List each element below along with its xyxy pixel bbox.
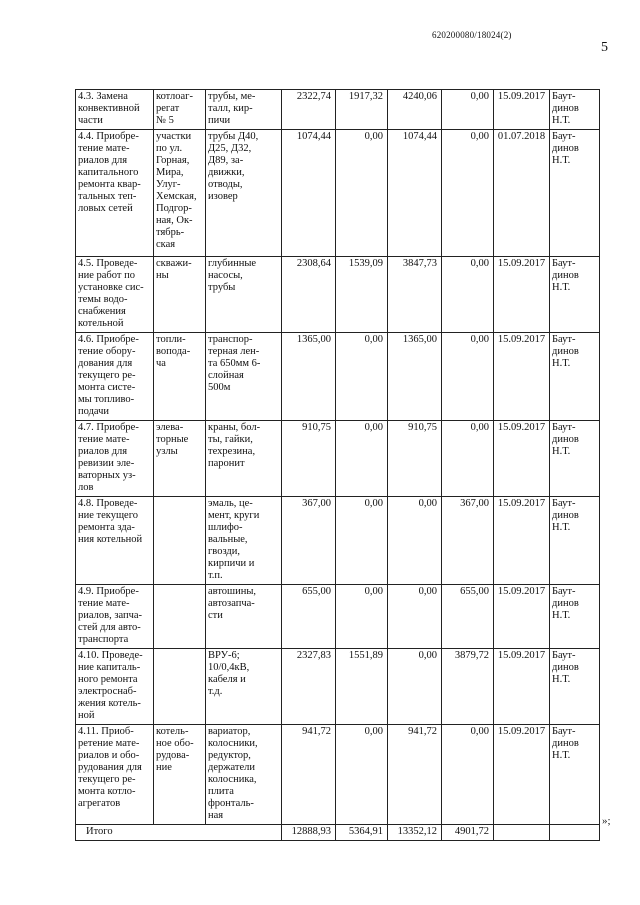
value-3-cell: 3847,73 xyxy=(388,257,442,333)
value-2-cell: 0,00 xyxy=(336,421,388,497)
item-cell: 4.4. Приобре- тение мате- риалов для капитального ремонта квар- тальных теп- ловых сетей xyxy=(76,130,154,257)
page-number: 5 xyxy=(601,40,608,55)
value-1-cell: 2327,83 xyxy=(282,649,336,725)
date-empty-cell xyxy=(494,825,550,841)
date-cell: 15.09.2017 xyxy=(494,497,550,585)
total-row xyxy=(76,825,600,841)
value-3-cell: 0,00 xyxy=(388,649,442,725)
materials-cell: краны, бол- ты, гайки, техрезина, паронит xyxy=(206,421,282,497)
value-4-cell: 655,00 xyxy=(442,585,494,649)
item-cell: 4.9. Приобре- тение мате- риалов, запча- стей для авто- транспорта xyxy=(76,585,154,649)
responsible-cell: Баут- динов Н.Т. xyxy=(550,497,600,585)
value-3-cell: 910,75 xyxy=(388,421,442,497)
value-1-cell: 910,75 xyxy=(282,421,336,497)
value-1-cell: 655,00 xyxy=(282,585,336,649)
table-row xyxy=(76,130,600,257)
materials-cell: вариатор, колосники, редуктор, держатели колосника, плита фронталь- ная xyxy=(206,725,282,825)
object-cell: топли- вопода- ча xyxy=(154,333,206,421)
document-code: 620200080/18024(2) xyxy=(432,30,512,40)
total-value-3-cell: 13352,12 xyxy=(388,825,442,841)
responsible-empty-cell xyxy=(550,825,600,841)
value-2-cell: 1551,89 xyxy=(336,649,388,725)
object-cell: элева- торные узлы xyxy=(154,421,206,497)
value-3-cell: 4240,06 xyxy=(388,90,442,130)
total-value-4-cell: 4901,72 xyxy=(442,825,494,841)
object-cell: котлоаг- регат № 5 xyxy=(154,90,206,130)
table-row xyxy=(76,421,600,497)
item-cell: 4.8. Проведе- ние текущего ремонта зда- ния котельной xyxy=(76,497,154,585)
table-row xyxy=(76,649,600,725)
responsible-cell: Баут- динов Н.Т. xyxy=(550,585,600,649)
value-1-cell: 2308,64 xyxy=(282,257,336,333)
object-cell: котель- ное обо- рудова- ние xyxy=(154,725,206,825)
value-2-cell: 1917,32 xyxy=(336,90,388,130)
item-cell: 4.3. Замена конвективной части xyxy=(76,90,154,130)
date-cell: 15.09.2017 xyxy=(494,333,550,421)
materials-cell: трубы Д40, Д25, Д32, Д89, за- движки, отводы, изовер xyxy=(206,130,282,257)
value-2-cell: 0,00 xyxy=(336,585,388,649)
value-4-cell: 0,00 xyxy=(442,130,494,257)
measures-table xyxy=(75,89,600,841)
value-4-cell: 0,00 xyxy=(442,421,494,497)
trailing-mark: »; xyxy=(602,815,611,827)
table-row xyxy=(76,725,600,825)
object-cell xyxy=(154,497,206,585)
table-row xyxy=(76,90,600,130)
responsible-cell: Баут- динов Н.Т. xyxy=(550,649,600,725)
object-cell xyxy=(154,585,206,649)
object-cell: участки по ул. Горная, Мира, Улуг- Хемская, Подгор- ная, Ок- тябрь- ская xyxy=(154,130,206,257)
value-1-cell: 1365,00 xyxy=(282,333,336,421)
value-2-cell: 0,00 xyxy=(336,497,388,585)
value-1-cell: 941,72 xyxy=(282,725,336,825)
materials-cell: глубинные насосы, трубы xyxy=(206,257,282,333)
date-cell: 01.07.2018 xyxy=(494,130,550,257)
table-row xyxy=(76,257,600,333)
value-4-cell: 0,00 xyxy=(442,90,494,130)
value-3-cell: 1365,00 xyxy=(388,333,442,421)
date-cell: 15.09.2017 xyxy=(494,257,550,333)
object-cell xyxy=(154,649,206,725)
value-3-cell: 0,00 xyxy=(388,585,442,649)
date-cell: 15.09.2017 xyxy=(494,585,550,649)
materials-cell: трубы, ме- талл, кир- пичи xyxy=(206,90,282,130)
object-cell: скважи- ны xyxy=(154,257,206,333)
value-2-cell: 0,00 xyxy=(336,725,388,825)
value-3-cell: 0,00 xyxy=(388,497,442,585)
total-value-1-cell: 12888,93 xyxy=(282,825,336,841)
materials-cell: автошины, автозапча- сти xyxy=(206,585,282,649)
materials-cell: транспор- терная лен- та 650мм 6- слойная 500м xyxy=(206,333,282,421)
materials-cell: эмаль, це- мент, круги шлифо- вальные, гвозди, кирпичи и т.п. xyxy=(206,497,282,585)
item-cell: 4.5. Проведе- ние работ по установке сис- темы водо- снабжения котельной xyxy=(76,257,154,333)
responsible-cell: Баут- динов Н.Т. xyxy=(550,130,600,257)
item-cell: 4.10. Проведе- ние капиталь- ного ремонта электроснаб- жения котель- ной xyxy=(76,649,154,725)
value-4-cell: 3879,72 xyxy=(442,649,494,725)
table-row xyxy=(76,585,600,649)
responsible-cell: Баут- динов Н.Т. xyxy=(550,333,600,421)
item-cell: 4.11. Приоб- ретение мате- риалов и обо- рудования для текущего ре- монта котло- агрегатов xyxy=(76,725,154,825)
date-cell: 15.09.2017 xyxy=(494,421,550,497)
total-label: Итого xyxy=(76,825,282,841)
value-1-cell: 2322,74 xyxy=(282,90,336,130)
materials-cell: ВРУ-6; 10/0,4кВ, кабеля и т.д. xyxy=(206,649,282,725)
responsible-cell: Баут- динов Н.Т. xyxy=(550,725,600,825)
responsible-cell: Баут- динов Н.Т. xyxy=(550,257,600,333)
value-1-cell: 1074,44 xyxy=(282,130,336,257)
value-1-cell: 367,00 xyxy=(282,497,336,585)
value-4-cell: 0,00 xyxy=(442,257,494,333)
item-cell: 4.7. Приобре- тение мате- риалов для ревизии эле- ваторных уз- лов xyxy=(76,421,154,497)
value-3-cell: 1074,44 xyxy=(388,130,442,257)
date-cell: 15.09.2017 xyxy=(494,725,550,825)
item-cell: 4.6. Приобре- тение обору- дования для текущего ре- монта систе- мы топливо- подачи xyxy=(76,333,154,421)
value-4-cell: 0,00 xyxy=(442,725,494,825)
value-3-cell: 941,72 xyxy=(388,725,442,825)
value-4-cell: 0,00 xyxy=(442,333,494,421)
value-4-cell: 367,00 xyxy=(442,497,494,585)
responsible-cell: Баут- динов Н.Т. xyxy=(550,90,600,130)
responsible-cell: Баут- динов Н.Т. xyxy=(550,421,600,497)
value-2-cell: 0,00 xyxy=(336,333,388,421)
date-cell: 15.09.2017 xyxy=(494,649,550,725)
value-2-cell: 0,00 xyxy=(336,130,388,257)
table-row xyxy=(76,497,600,585)
total-value-2-cell: 5364,91 xyxy=(336,825,388,841)
value-2-cell: 1539,09 xyxy=(336,257,388,333)
date-cell: 15.09.2017 xyxy=(494,90,550,130)
table-row xyxy=(76,333,600,421)
